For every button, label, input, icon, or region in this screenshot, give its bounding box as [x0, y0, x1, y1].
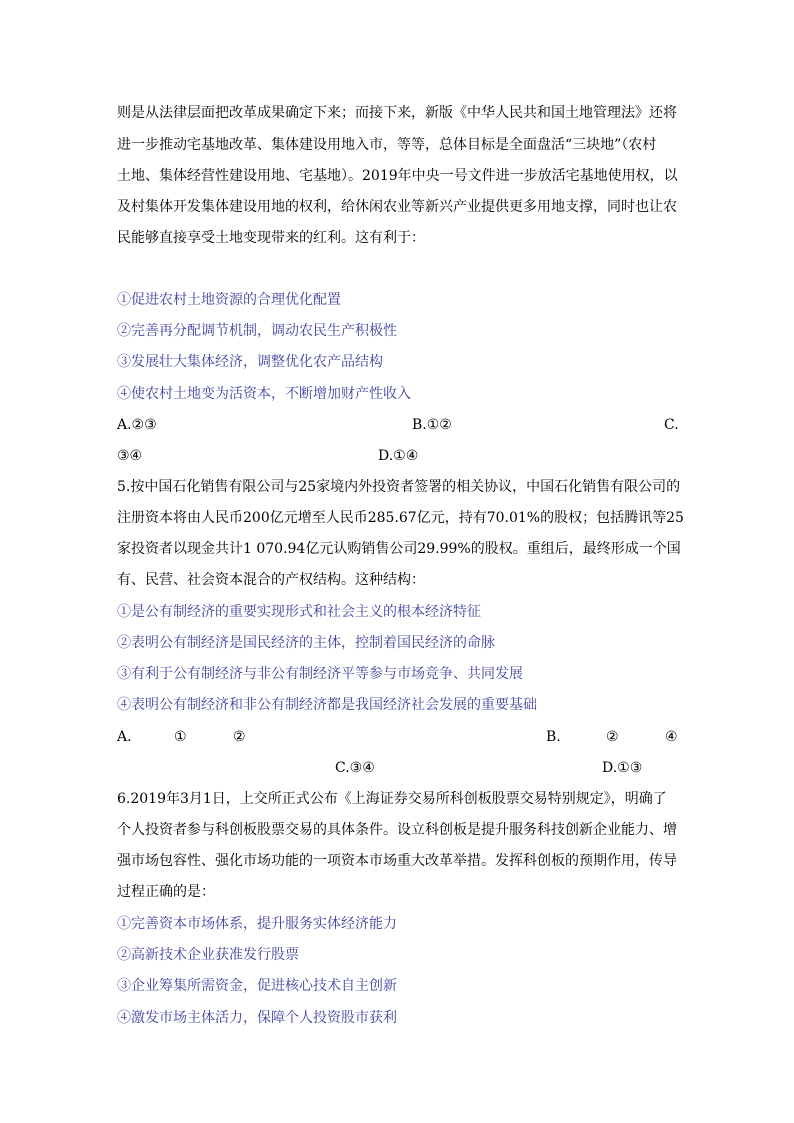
intro-line: 民能够直接享受土地变现带来的红利。这有利于：: [117, 230, 425, 246]
q5-choice-c: C.③④: [335, 760, 375, 776]
intro-line: 进一步推动宅基地改革、集体建设用地入市，等等，总体目标是全面盘活“三块地”（农村: [117, 137, 657, 153]
intro-line: 及村集体开发集体建设用地的权利，给休闲农业等新兴产业提供更多用地支撑，同时也让农: [117, 199, 677, 215]
q5-choice-a-item: ①: [174, 729, 187, 745]
q5-choice-a-item: ②: [233, 729, 246, 745]
q5-stem-line: 5.按中国石化销售有限公司与25家境内外投资者签署的相关协议，中国石化销售有限公司的: [117, 479, 681, 495]
q4-option-3: ③发展壮大集体经济，调整优化农产品结构: [117, 354, 383, 370]
q6-option-4: ④激发市场主体活力，保障个人投资股市获利: [117, 1010, 397, 1026]
q6-option-1: ①完善资本市场体系，提升服务实体经济能力: [117, 916, 397, 932]
q5-stem-line: 家投资者以现金共计1 070.94亿元认购销售公司29.99%的股权。重组后，最终形成一个国: [117, 541, 681, 557]
q6-option-2: ②高新技术企业获准发行股票: [117, 947, 299, 963]
q5-choice-a-label: A.: [117, 729, 132, 745]
intro-line: 则是从法律层面把改革成果确定下来；而接下来，新版《中华人民共和国土地管理法》还将: [117, 105, 677, 121]
q5-stem-line: 注册资本将由人民币200亿元增至人民币285.67亿元，持有70.01%的股权；包括腾讯等25: [117, 510, 684, 526]
q6-stem-line: 过程正确的是：: [117, 884, 215, 900]
q6-stem-line: 6.2019年3月1日，上交所正式公布《上海证券交易所科创板股票交易特别规定》，明确了: [117, 791, 667, 807]
q5-option-3: ③有利于公有制经济与非公有制经济平等参与市场竞争、共同发展: [117, 666, 523, 682]
intro-line: 土地、集体经营性建设用地、宅基地）。2019年中央一号文件进一步放活宅基地使用权，以: [117, 168, 678, 184]
q5-choice-b-item: ④: [665, 729, 678, 745]
q5-choice-b-label: B.: [546, 729, 561, 745]
q5-option-4: ④表明公有制经济和非公有制经济都是我国经济社会发展的重要基础: [117, 697, 537, 713]
q4-choice-c-cont: ③④: [117, 448, 143, 464]
q4-option-4: ④使农村土地变为活资本，不断增加财产性收入: [117, 386, 411, 402]
q5-choice-b-item: ②: [606, 729, 619, 745]
q4-choice-c: C.: [664, 417, 679, 433]
q5-option-2: ②表明公有制经济是国民经济的主体，控制着国民经济的命脉: [117, 635, 495, 651]
q4-option-2: ②完善再分配调节机制，调动农民生产积极性: [117, 323, 397, 339]
q5-option-1: ①是公有制经济的重要实现形式和社会主义的根本经济特征: [117, 604, 481, 620]
q4-option-1: ①促进农村土地资源的合理优化配置: [117, 292, 341, 308]
q4-choice-b: B.①②: [412, 417, 452, 433]
q6-stem-line: 强市场包容性、强化市场功能的一项资本市场重大改革举措。发挥科创板的预期作用，传导: [117, 853, 677, 869]
q5-choice-d: D.①③: [602, 760, 643, 776]
q4-choice-a: A.②③: [117, 417, 157, 433]
q5-stem-line: 有、民营、社会资本混合的产权结构。这种结构：: [117, 572, 425, 588]
q4-choice-d: D.①④: [378, 448, 419, 464]
q6-option-3: ③企业筹集所需资金，促进核心技术自主创新: [117, 978, 397, 994]
q6-stem-line: 个人投资者参与科创板股票交易的具体条件。设立科创板是提升服务科技创新企业能力、增: [117, 822, 677, 838]
